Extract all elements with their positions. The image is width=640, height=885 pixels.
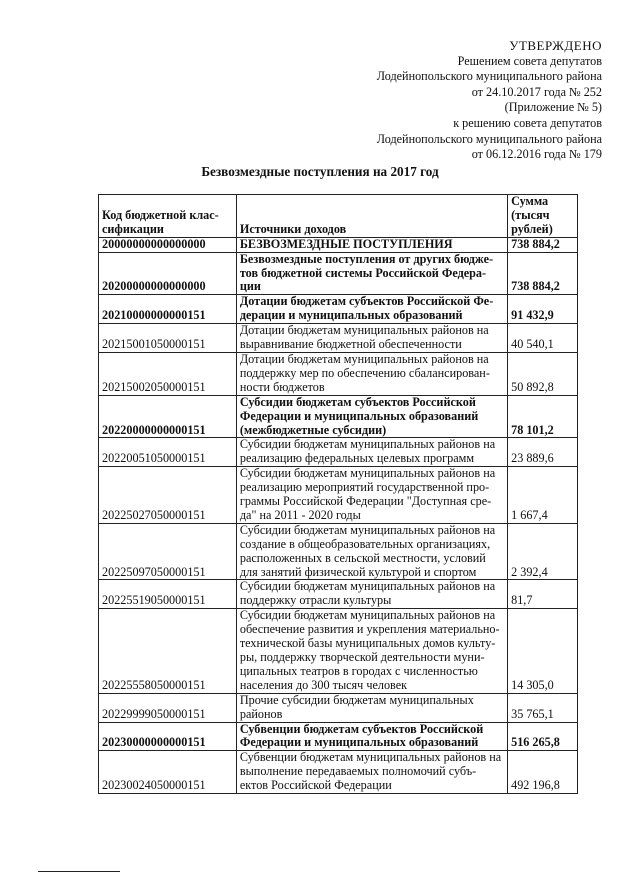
row-source: Субсидии бюджетам муниципальных районов на реализацию федеральных целевых программ xyxy=(236,438,507,467)
table-row xyxy=(99,252,578,295)
row-amount: 91 432,9 xyxy=(508,295,578,324)
row-code: 20225097050000151 xyxy=(99,523,237,580)
approval-line: (Приложение № 5) xyxy=(504,100,602,115)
row-code: 20225027050000151 xyxy=(99,467,237,524)
row-code: 20220000000000151 xyxy=(99,395,237,438)
row-amount: 40 540,1 xyxy=(508,324,578,353)
approval-line: Лодейнопольского муниципального района xyxy=(376,69,602,84)
row-amount: 14 305,0 xyxy=(508,609,578,693)
row-source: Субсидии бюджетам муниципальных районов на создание в общеобразовательных организациях, расположенных в сельской местности, условий для занятий физической культурой и спортом xyxy=(236,523,507,580)
row-source: Субсидии бюджетам субъектов Российской Федерации и муниципальных образований (межбюджетные субсидии) xyxy=(236,395,507,438)
row-amount: 1 667,4 xyxy=(508,467,578,524)
approval-block xyxy=(377,38,602,163)
row-amount: 23 889,6 xyxy=(508,438,578,467)
row-source: Субвенции бюджетам муниципальных районов на выполнение передаваемых полномочий субъ-ектов Российской Федерации xyxy=(236,751,507,794)
row-source: Субсидии бюджетам муниципальных районов на поддержку отрасли культуры xyxy=(236,580,507,609)
table-row xyxy=(99,751,578,794)
row-code: 20230000000000151 xyxy=(99,722,237,751)
row-code: 20230024050000151 xyxy=(99,751,237,794)
row-amount: 2 392,4 xyxy=(508,523,578,580)
row-source: Прочие субсидии бюджетам муниципальных районов xyxy=(236,693,507,722)
table-header-row xyxy=(99,195,578,238)
table-row xyxy=(99,352,578,395)
row-source: Дотации бюджетам муниципальных районов на выравнивание бюджетной обеспеченности xyxy=(236,324,507,353)
table-row xyxy=(99,722,578,751)
row-amount: 738 884,2 xyxy=(508,252,578,295)
row-code: 20220051050000151 xyxy=(99,438,237,467)
row-source: Субвенции бюджетам субъектов Российской Федерации и муниципальных образований xyxy=(236,722,507,751)
approval-stamp: УТВЕРЖДЕНО xyxy=(509,38,602,53)
row-code: 20000000000000000 xyxy=(99,237,237,252)
row-code: 20210000000000151 xyxy=(99,295,237,324)
row-source: Дотации бюджетам муниципальных районов на поддержку мер по обеспечению сбалансирован-ности бюджетов xyxy=(236,352,507,395)
row-code: 20215001050000151 xyxy=(99,324,237,353)
table-row xyxy=(99,237,578,252)
row-code: 20225558050000151 xyxy=(99,609,237,693)
row-amount: 516 265,8 xyxy=(508,722,578,751)
table-row xyxy=(99,467,578,524)
row-amount: 78 101,2 xyxy=(508,395,578,438)
row-source: Субсидии бюджетам муниципальных районов на реализацию мероприятий государственной про-граммы Российской Федерации "Доступная сре-да" на 2011 - 2020 годы xyxy=(236,467,507,524)
approval-line: Решением совета депутатов xyxy=(457,53,602,68)
row-amount: 81,7 xyxy=(508,580,578,609)
row-code: 20225519050000151 xyxy=(99,580,237,609)
row-source: Субсидии бюджетам муниципальных районов на обеспечение развития и укрепления материально-технической базы муниципальных домов культу-ры, поддержку творческой деятельности муни-ципальных театров в городах с численностью населения до 300 тысяч человек xyxy=(236,609,507,693)
row-code: 20200000000000000 xyxy=(99,252,237,295)
row-amount: 50 892,8 xyxy=(508,352,578,395)
table-row xyxy=(99,609,578,693)
approval-line: от 24.10.2017 года № 252 xyxy=(471,84,602,99)
table-row xyxy=(99,324,578,353)
table-row xyxy=(99,395,578,438)
document-title: Безвозмездные поступления на 2017 год xyxy=(201,164,439,179)
row-source: Безвозмездные поступления от других бюдже-тов бюджетной системы Российской Федера-ции xyxy=(236,252,507,295)
approval-line: Лодейнопольского муниципального района xyxy=(376,131,602,146)
header-source: Источники доходов xyxy=(236,195,507,238)
revenue-table xyxy=(98,194,578,794)
row-code: 20229999050000151 xyxy=(99,693,237,722)
header-amount: Сумма (тысяч рублей) xyxy=(508,195,578,238)
table-row xyxy=(99,438,578,467)
approval-line: к решению совета депутатов xyxy=(453,115,602,130)
row-code: 20215002050000151 xyxy=(99,352,237,395)
approval-line: от 06.12.2016 года № 179 xyxy=(471,147,602,162)
row-amount: 492 196,8 xyxy=(508,751,578,794)
header-code: Код бюджетной клас-сификации xyxy=(99,195,237,238)
table-row xyxy=(99,693,578,722)
table-body xyxy=(99,237,578,793)
table-row xyxy=(99,295,578,324)
row-source: Дотации бюджетам субъектов Российской Фе-дерации и муниципальных образований xyxy=(236,295,507,324)
row-amount: 35 765,1 xyxy=(508,693,578,722)
row-source: БЕЗВОЗМЕЗДНЫЕ ПОСТУПЛЕНИЯ xyxy=(236,237,507,252)
row-amount: 738 884,2 xyxy=(508,237,578,252)
table-row xyxy=(99,523,578,580)
footnote-divider xyxy=(38,871,120,872)
table-row xyxy=(99,580,578,609)
